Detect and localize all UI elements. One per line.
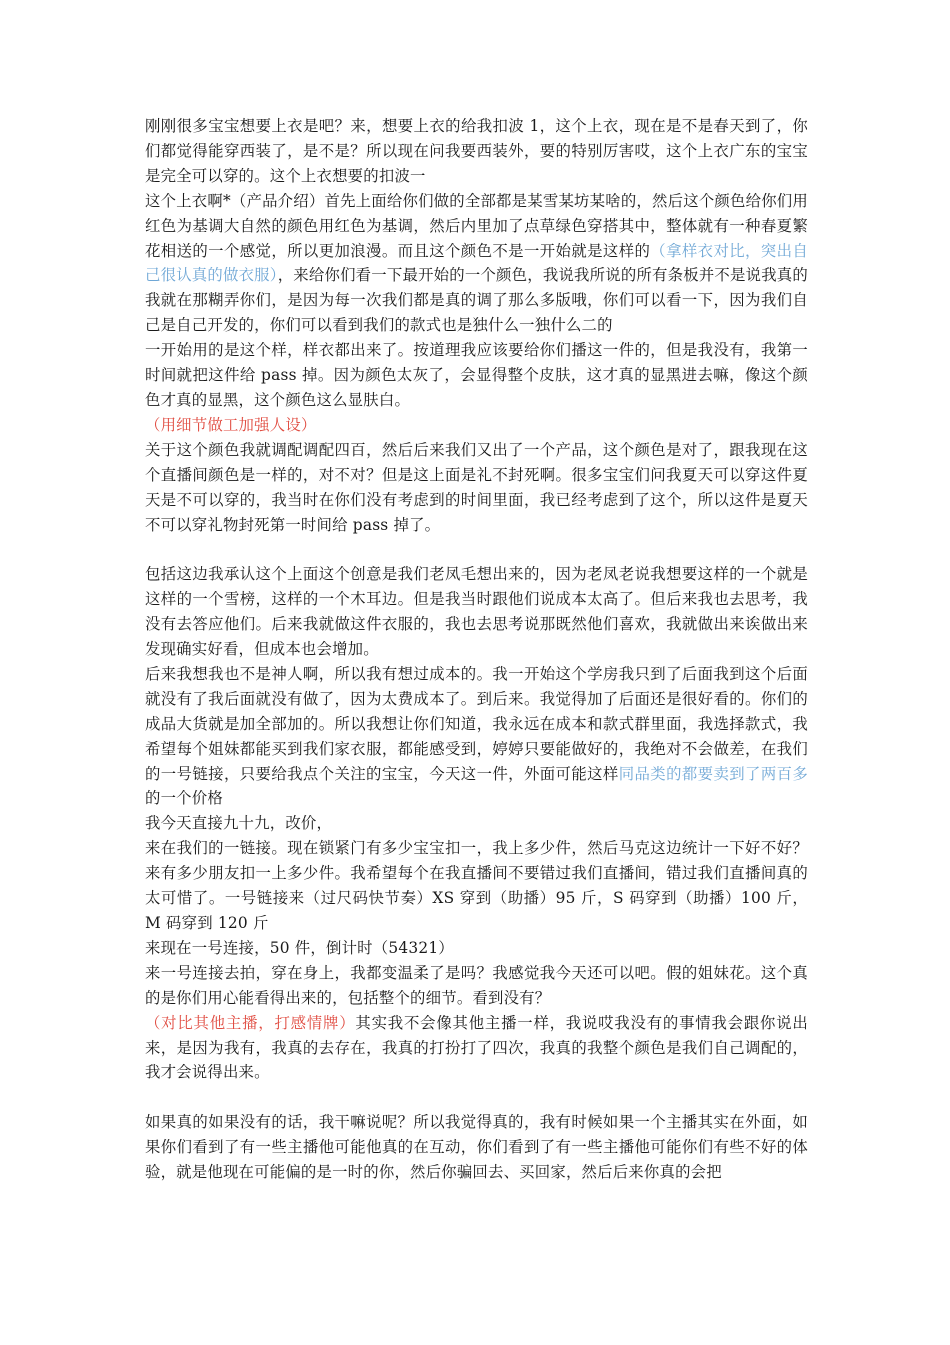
paragraph — [145, 1011, 808, 1086]
paragraph — [145, 1110, 808, 1185]
paragraph — [145, 189, 808, 338]
text-segment: 包括这边我承认这个上面这个创意是我们老凤毛想出来的，因为老凤老说我想要这样的一个就是这样的一个雪榜，这样的一个木耳边。但是我当时跟他们说成本太高了。但后来我也去思考，我没有去答应他们。后来我就做这件衣服的，我也去思考说那既然他们喜欢，我就做出来诶做出来发现确实好看，但成本也会增加。 — [145, 565, 808, 659]
red-annotation: （用细节做工加强人设） — [145, 415, 317, 434]
paragraph — [145, 338, 808, 413]
text-segment: 这个上衣啊*（产品介绍）首先上面给你们做的全部都是某雪某坊某啥的，然后这个颜色给你们用红色为基调大自然的颜色用红色为基调，然后内里加了点草绿色穿搭其中，整体就有一种春夏繁花相送的一个感觉，所以更加浪漫。而且这个颜色不是一开始就是这样的 — [145, 191, 808, 260]
text-segment: 如果真的如果没有的话，我干嘛说呢？所以我觉得真的，我有时候如果一个主播其实在外面，如果你们看到了有一些主播他可能他真的在互动，你们看到了有一些主播他可能你们有些不好的体验，就是他现在可能偏的是一时的你，然后你骗回去、买回家，然后后来你真的会把 — [145, 1113, 808, 1182]
blue-annotation: 同品类的都要卖到了两百多 — [618, 764, 808, 783]
text-segment: 刚刚很多宝宝想要上衣是吧？来，想要上衣的给我扣波 1，这个上衣，现在是不是春天到了，你们都觉得能穿西装了，是不是？所以现在问我要西装外，要的特别厉害哎，这个上衣广东的宝宝是完全可以穿的。这个上衣想要的扣波一 — [145, 117, 808, 185]
text-segment: 我今天直接九十九，改价， — [145, 814, 333, 833]
text-segment: 一开始用的是这个样，样衣都出来了。按道理我应该要给你们播这一件的，但是我没有，我第一时间就把这件给 pass 掉。因为颜色太灰了，会显得整个皮肤，这才真的显黑进去嘛，像这个颜色才真的显黑，这个颜色这么显肤白。 — [145, 341, 808, 409]
blue-annotation: （拿样衣对比，突出自己很认真的做衣服） — [145, 241, 808, 285]
text-segment: 的一个价格 — [145, 789, 223, 808]
paragraph — [145, 438, 808, 538]
paragraph — [145, 662, 808, 811]
paragraph — [145, 413, 808, 438]
blank-line — [145, 537, 808, 562]
text-segment: ，来给你们看一下最开始的一个颜色，我说我所说的所有条板并不是说我真的我就在那糊弄你们，是因为每一次我们都是真的调了那么多版哦，你们可以看一下，因为我们自己是自己开发的，你们可以看到我们的款式也是独什么一独什么二的 — [145, 266, 808, 335]
paragraph — [145, 936, 808, 961]
text-segment: 关于这个颜色我就调配调配四百，然后后来我们又出了一个产品，这个颜色是对了，跟我现在这个直播间颜色是一样的，对不对？但是这上面是礼不封死啊。很多宝宝们问我夏天可以穿这件夏天是不可以穿的，我当时在你们没有考虑到的时间里面，我已经考虑到了这个，所以这件是夏天不可以穿礼物封死第一时间给 pass 掉了。 — [145, 440, 808, 534]
paragraph — [145, 836, 808, 936]
document-body — [145, 114, 808, 1185]
paragraph — [145, 114, 808, 189]
paragraph — [145, 811, 808, 836]
paragraph — [145, 562, 808, 662]
text-segment: 其实我不会像其他主播一样，我说哎我没有的事情我会跟你说出来，是因为我有，我真的去存在，我真的打扮打了四次，我真的我整个颜色是我们自己调配的，我才会说得出来。 — [145, 1013, 808, 1082]
paragraph — [145, 961, 808, 1011]
text-segment: 来现在一号连接，50 件，倒计时（54321） — [145, 938, 454, 957]
text-segment: 来一号连接去拍，穿在身上，我都变温柔了是吗？我感觉我今天还可以吧。假的姐妹花。这个真的是你们用心能看得出来的，包括整个的细节。看到没有？ — [145, 963, 808, 1007]
red-annotation: （对比其他主播，打感情牌） — [145, 1013, 356, 1032]
text-segment: 后来我想我也不是神人啊，所以我有想过成本的。我一开始这个学房我只到了后面我到这个后面就没有了我后面就没有做了，因为太费成本了。到后来。我觉得加了后面还是很好看的。你们的成品大货就是加全部加的。所以我想让你们知道，我永远在成本和款式群里面，我选择款式，我希望每个姐妹都能买到我们家衣服，都能感受到，婷婷只要能做好的，我绝对不会做差，在我们的一号链接，只要给我点个关注的宝宝，今天这一件，外面可能这样 — [145, 664, 808, 783]
blank-line — [145, 1085, 808, 1110]
text-segment: 来在我们的一链接。现在锁紧门有多少宝宝扣一，我上多少件，然后马克这边统计一下好不好？来有多少朋友扣一上多少件。我希望每个在我直播间不要错过我们直播间，错过我们直播间真的太可惜了。一号链接来（过尺码快节奏）XS 穿到（助播）95 斤，S 码穿到（助播）100 斤，M 码穿到 120 斤 — [145, 839, 808, 932]
